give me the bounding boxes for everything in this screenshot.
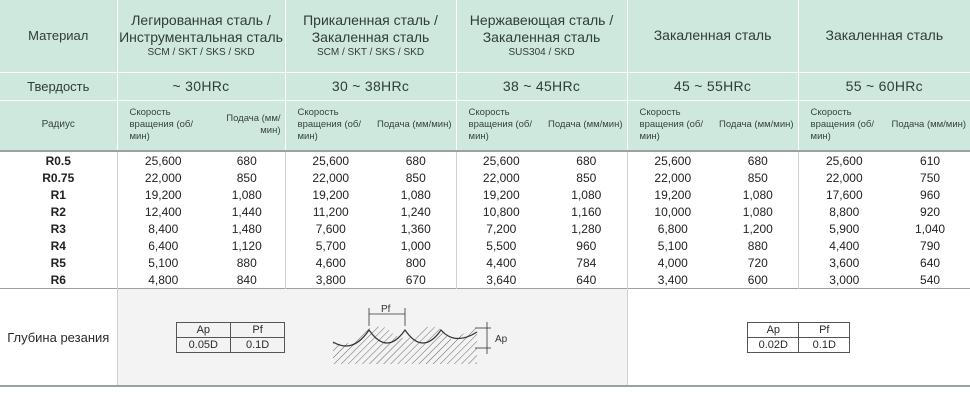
- material-name: Закаленная сталь: [825, 27, 944, 44]
- speed-cell: 25,600: [627, 151, 718, 169]
- speed-cell: 6,800: [627, 220, 718, 237]
- feed-cell: 1,120: [231, 238, 262, 253]
- feed-cell: 960: [920, 187, 941, 202]
- speed-cell: 5,500: [456, 237, 546, 254]
- hardness-row: [0, 72, 970, 100]
- feed-cell: 1,000: [400, 238, 431, 253]
- depth-label: Глубина резания: [0, 289, 117, 387]
- feed-cell: 1,240: [400, 204, 431, 219]
- ap-diagram-label: Ap: [495, 334, 508, 345]
- feed-cell: 680: [209, 151, 285, 169]
- material-grades: SCM / SKT / SKS / SKD: [147, 46, 255, 58]
- radius-cell: R5: [50, 255, 66, 270]
- speed-cell: 25,600: [117, 151, 209, 169]
- speed-cell: 4,400: [798, 237, 890, 254]
- speed-cell: 25,600: [285, 151, 376, 169]
- subheader-row: [0, 100, 970, 151]
- speed-label: Скорость вращения (об/мин): [117, 100, 209, 151]
- material-name: Прикаленная сталь /: [303, 11, 438, 28]
- speed-cell: 22,000: [456, 169, 546, 186]
- table-row: [0, 186, 970, 203]
- speed-cell: 19,200: [456, 186, 546, 203]
- speed-cell: 5,700: [285, 237, 376, 254]
- feed-cell: 960: [576, 238, 597, 253]
- feed-cell: 750: [920, 170, 941, 185]
- speed-cell: 19,200: [627, 186, 718, 203]
- speed-cell: 8,400: [117, 220, 209, 237]
- material-name: Закаленная сталь: [311, 28, 430, 45]
- speed-cell: 10,800: [456, 203, 546, 220]
- feed-cell: 1,280: [571, 221, 602, 236]
- feed-cell: 850: [576, 170, 597, 185]
- table-row: [0, 237, 970, 254]
- feed-cell: 670: [405, 272, 426, 287]
- material-name: Закаленная сталь: [653, 27, 772, 44]
- speed-cell: 5,100: [627, 237, 718, 254]
- feed-cell: 1,440: [231, 204, 262, 219]
- feed-cell: 540: [920, 272, 941, 287]
- hardness-value: 45 ~ 55HRc: [627, 72, 798, 100]
- speed-cell: 7,200: [456, 220, 546, 237]
- feed-cell: 1,360: [400, 221, 431, 236]
- depth-of-cut-row: [0, 289, 970, 387]
- pf-value: 0.1D: [799, 337, 850, 352]
- table-row: [0, 220, 970, 237]
- table-row: [0, 151, 970, 169]
- feed-cell: 1,160: [571, 204, 602, 219]
- hardness-value: 38 ~ 45HRc: [456, 72, 627, 100]
- speed-label: Скорость вращения (об/мин): [627, 100, 718, 151]
- speed-cell: 4,000: [627, 254, 718, 271]
- feed-label: Подача (мм/мин): [890, 100, 970, 151]
- radius-cell: R4: [50, 238, 66, 253]
- speed-cell: 12,400: [117, 203, 209, 220]
- pf-diagram-label: Pf: [381, 304, 391, 315]
- radius-cell: R0.5: [0, 151, 117, 169]
- speed-cell: 10,000: [627, 203, 718, 220]
- feed-cell: 680: [546, 151, 627, 169]
- feed-cell: 1,040: [915, 221, 946, 236]
- material-col-1: [117, 0, 285, 72]
- table-row: [0, 203, 970, 220]
- depth-spec-left: [117, 289, 285, 387]
- hardness-value: 30 ~ 38HRc: [285, 72, 456, 100]
- speed-label: Скорость вращения (об/мин): [456, 100, 546, 151]
- ap-value: 0.05D: [176, 337, 231, 352]
- material-col-2: [285, 0, 456, 72]
- depth-mini-table: [747, 322, 850, 353]
- pf-value: 0.1D: [231, 337, 285, 352]
- material-header-row: [0, 0, 970, 72]
- feed-cell: 784: [576, 255, 597, 270]
- feed-cell: 1,200: [742, 221, 773, 236]
- ap-value: 0.02D: [748, 337, 799, 352]
- feed-cell: 680: [718, 151, 798, 169]
- material-col-3: [456, 0, 627, 72]
- table-row: [0, 271, 970, 289]
- speed-cell: 19,200: [285, 186, 376, 203]
- hardness-label: Твердость: [0, 72, 117, 100]
- speed-cell: 5,900: [798, 220, 890, 237]
- feed-cell: 1,080: [571, 187, 602, 202]
- speed-label: Скорость вращения (об/мин): [798, 100, 890, 151]
- feed-label: Подача (мм/мин): [209, 100, 285, 151]
- material-col-4: [627, 0, 798, 72]
- radius-label: Радиус: [0, 100, 117, 151]
- depth-spec-right: [627, 289, 970, 387]
- speed-cell: 22,000: [798, 169, 890, 186]
- material-name: Нержавеющая сталь /: [469, 11, 614, 28]
- speed-cell: 19,200: [117, 186, 209, 203]
- feed-cell: 1,480: [231, 221, 262, 236]
- feed-cell: 850: [747, 170, 768, 185]
- speed-cell: 8,800: [798, 203, 890, 220]
- depth-diagram-cell: [285, 289, 627, 387]
- feed-label: Подача (мм/мин): [376, 100, 456, 151]
- feed-cell: 920: [920, 204, 941, 219]
- speed-cell: 11,200: [285, 203, 376, 220]
- speed-cell: 4,400: [456, 254, 546, 271]
- speed-cell: 22,000: [117, 169, 209, 186]
- speed-cell: 25,600: [798, 151, 890, 169]
- radius-cell: R0.75: [42, 170, 75, 185]
- material-label: Материал: [28, 28, 89, 44]
- cut-profile-diagram: [325, 302, 525, 372]
- pf-header: Pf: [231, 322, 285, 337]
- material-name: Инструментальная сталь: [119, 28, 283, 45]
- feed-cell: 610: [890, 151, 970, 169]
- hatched-material-icon: [333, 327, 477, 364]
- speed-cell: 4,800: [117, 271, 209, 289]
- feed-cell: 720: [747, 255, 768, 270]
- feed-cell: 1,080: [742, 204, 773, 219]
- feed-cell: 840: [236, 272, 257, 287]
- speed-cell: 25,600: [456, 151, 546, 169]
- speed-cell: 7,600: [285, 220, 376, 237]
- speed-cell: 3,000: [798, 271, 890, 289]
- feed-cell: 880: [747, 238, 768, 253]
- depth-mini-table: [176, 322, 286, 353]
- feed-cell: 850: [405, 170, 426, 185]
- radius-cell: R1: [50, 187, 66, 202]
- feed-cell: 800: [405, 255, 426, 270]
- speed-label: Скорость вращения (об/мин): [285, 100, 376, 151]
- feed-cell: 1,080: [400, 187, 431, 202]
- material-grades: SUS304 / SKD: [508, 46, 575, 58]
- speed-cell: 3,600: [798, 254, 890, 271]
- feed-cell: 600: [747, 272, 768, 287]
- speed-cell: 3,800: [285, 271, 376, 289]
- ap-header: Ap: [176, 322, 231, 337]
- feed-cell: 1,080: [742, 187, 773, 202]
- speed-cell: 17,600: [798, 186, 890, 203]
- hardness-value: ~ 30HRc: [117, 72, 285, 100]
- speed-cell: 3,640: [456, 271, 546, 289]
- speed-cell: 3,400: [627, 271, 718, 289]
- feed-cell: 640: [576, 272, 597, 287]
- radius-cell: R3: [50, 221, 66, 236]
- radius-cell: R6: [50, 272, 66, 287]
- ap-header: Ap: [748, 322, 799, 337]
- speed-cell: 6,400: [117, 237, 209, 254]
- speed-cell: 5,100: [117, 254, 209, 271]
- hardness-value: 55 ~ 60HRc: [798, 72, 970, 100]
- feed-cell: 880: [236, 255, 257, 270]
- feed-cell: 640: [920, 255, 941, 270]
- speed-cell: 22,000: [627, 169, 718, 186]
- feed-cell: 790: [920, 238, 941, 253]
- table-row: [0, 254, 970, 271]
- material-name: Закаленная сталь: [482, 28, 601, 45]
- feed-label: Подача (мм/мин): [718, 100, 798, 151]
- feed-cell: 680: [376, 151, 456, 169]
- feed-cell: 1,080: [231, 187, 262, 202]
- radius-cell: R2: [50, 204, 66, 219]
- speed-cell: 4,600: [285, 254, 376, 271]
- pf-header: Pf: [799, 322, 850, 337]
- table-row: [0, 169, 970, 186]
- speed-cell: 22,000: [285, 169, 376, 186]
- material-name: Легированная сталь /: [131, 11, 271, 28]
- material-col-5: [798, 0, 970, 72]
- feed-label: Подача (мм/мин): [546, 100, 627, 151]
- material-grades: SCM / SKT / SKS / SKD: [316, 46, 425, 58]
- feed-cell: 850: [236, 170, 257, 185]
